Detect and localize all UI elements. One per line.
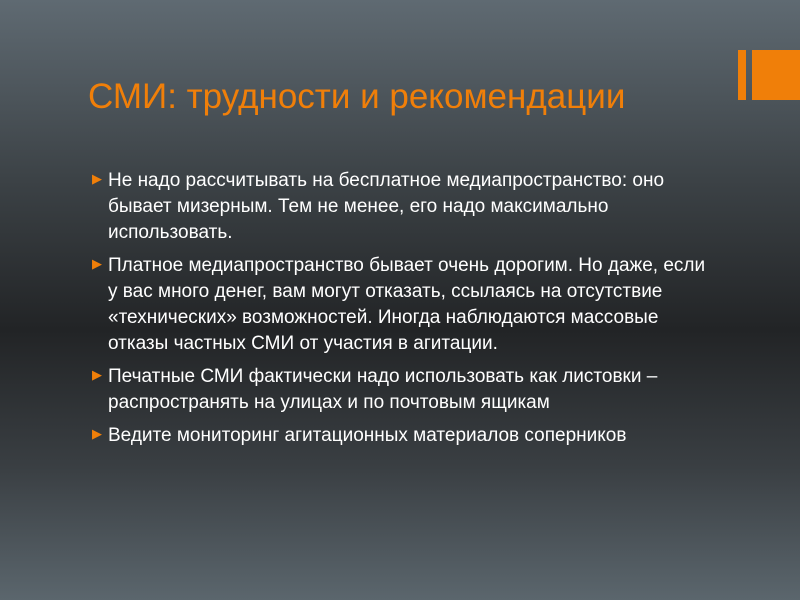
bullet-item — [92, 364, 712, 416]
triangle-bullet-icon: ▶ — [92, 426, 102, 441]
triangle-bullet-icon: ▶ — [92, 367, 102, 382]
triangle-bullet-icon: ▶ — [92, 256, 102, 271]
slide-title: СМИ: трудности и рекомендации — [88, 77, 626, 116]
accent-bar-thick — [752, 50, 800, 100]
bullet-text: Печатные СМИ фактически надо использовать как листовки – распространять на улицах и по почтовым ящикам — [108, 366, 658, 413]
bullet-item — [92, 253, 712, 357]
bullet-text: Платное медиапространство бывает очень дорогим. Но даже, если у вас много денег, вам могут отказать, ссылаясь на отсутствие «технических» возможностей. Иногда наблюдаются массовые отказы частных СМИ от участия в агитации. — [108, 255, 706, 354]
bullet-item — [92, 423, 712, 449]
bullet-text: Не надо рассчитывать на бесплатное медиапространство: оно бывает мизерным. Тем не менее, его надо максимально использовать. — [108, 170, 665, 243]
bullet-item — [92, 168, 712, 246]
bullet-text: Ведите мониторинг агитационных материалов соперников — [108, 425, 627, 446]
triangle-bullet-icon: ▶ — [92, 171, 102, 186]
accent-bar-thin — [738, 50, 746, 100]
bullet-list — [92, 168, 712, 456]
